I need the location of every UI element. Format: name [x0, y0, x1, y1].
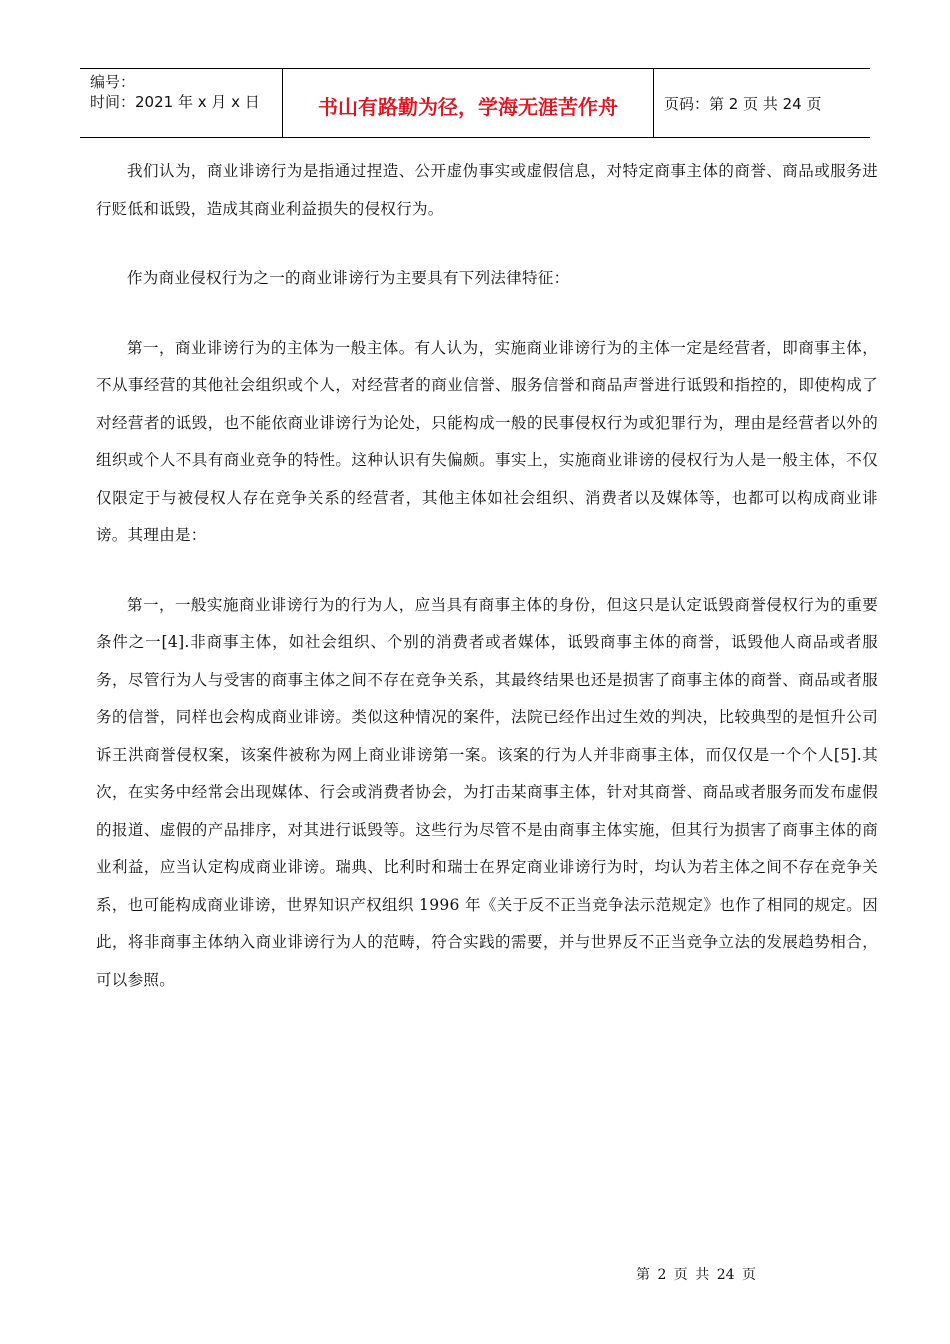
header-page-number: 页码：第 2 页 共 24 页	[664, 95, 822, 113]
document-body	[96, 153, 878, 999]
paragraph-definition: 我们认为，商业诽谤行为是指通过捏造、公开虚伪事实或虚假信息，对特定商事主体的商誉、商品或服务进行贬低和诋毁，造成其商业利益损失的侵权行为。	[96, 162, 878, 218]
paragraph-reasoning: 第一，一般实施商业诽谤行为的行为人，应当具有商事主体的身份，但这只是认定诋毁商誉侵权行为的重要条件之一[4].非商事主体，如社会组织、个别的消费者或者媒体，诋毁商事主体的商誉，诋毁他人商品或者服务，尽管行为人与受害的商事主体之间不存在竞争关系，其最终结果也还是损害了商事主体的商誉、商品或者服务的信誉，同样也会构成商业诽谤。类似这种情况的案件，法院已经作出过生效的判决，比较典型的是恒升公司诉王洪商誉侵权案，该案件被称为网上商业诽谤第一案。该案的行为人并非商事主体，而仅仅是一个个人[5].其次，在实务中经常会出现媒体、行会或消费者协会，为打击某商事主体，针对其商誉、商品或者服务而发布虚假的报道、虚假的产品排序，对其进行诋毁等。这些行为尽管不是由商事主体实施，但其行为损害了商事主体的商业利益，应当认定构成商业诽谤。瑞典、比利时和瑞士在界定商业诽谤行为时，均认为若主体之间不存在竞争关系，也可能构成商业诽谤，世界知识产权组织 1996 年《关于反不正当竞争法示范规定》也作了相同的规定。因此，将非商事主体纳入商业诽谤行为人的范畴，符合实践的需要，并与世界反不正当竞争立法的发展趋势相合，可以参照。	[96, 595, 878, 989]
page-header	[80, 68, 870, 138]
header-info-cell	[80, 69, 282, 137]
header-motto-cell	[282, 69, 654, 137]
paragraph-subject: 第一，商业诽谤行为的主体为一般主体。有人认为，实施商业诽谤行为的主体一定是经营者，即商事主体，不从事经营的其他社会组织或个人，对经营者的商业信誉、服务信誉和商品声誉进行诋毁和指控的，即使构成了对经营者的诋毁，也不能依商业诽谤行为论处，只能构成一般的民事侵权行为或犯罪行为，理由是经营者以外的组织或个人不具有商业竞争的特性。这种认识有失偏颇。事实上，实施商业诽谤的侵权行为人是一般主体，不仅仅限定于与被侵权人存在竞争关系的经营者，其他主体如社会组织、消费者以及媒体等，也都可以构成商业诽谤。其理由是：	[96, 338, 878, 544]
document-number-label: 编号：	[90, 73, 136, 91]
header-motto: 书山有路勤为径，学海无涯苦作舟	[318, 95, 618, 119]
header-page-cell	[652, 69, 870, 137]
paragraph-features-intro: 作为商业侵权行为之一的商业诽谤行为主要具有下列法律特征：	[127, 269, 570, 287]
page-footer: 第 2 页 共 24 页	[636, 1267, 756, 1283]
document-date-label: 时间：2021 年 x 月 x 日	[90, 93, 260, 111]
